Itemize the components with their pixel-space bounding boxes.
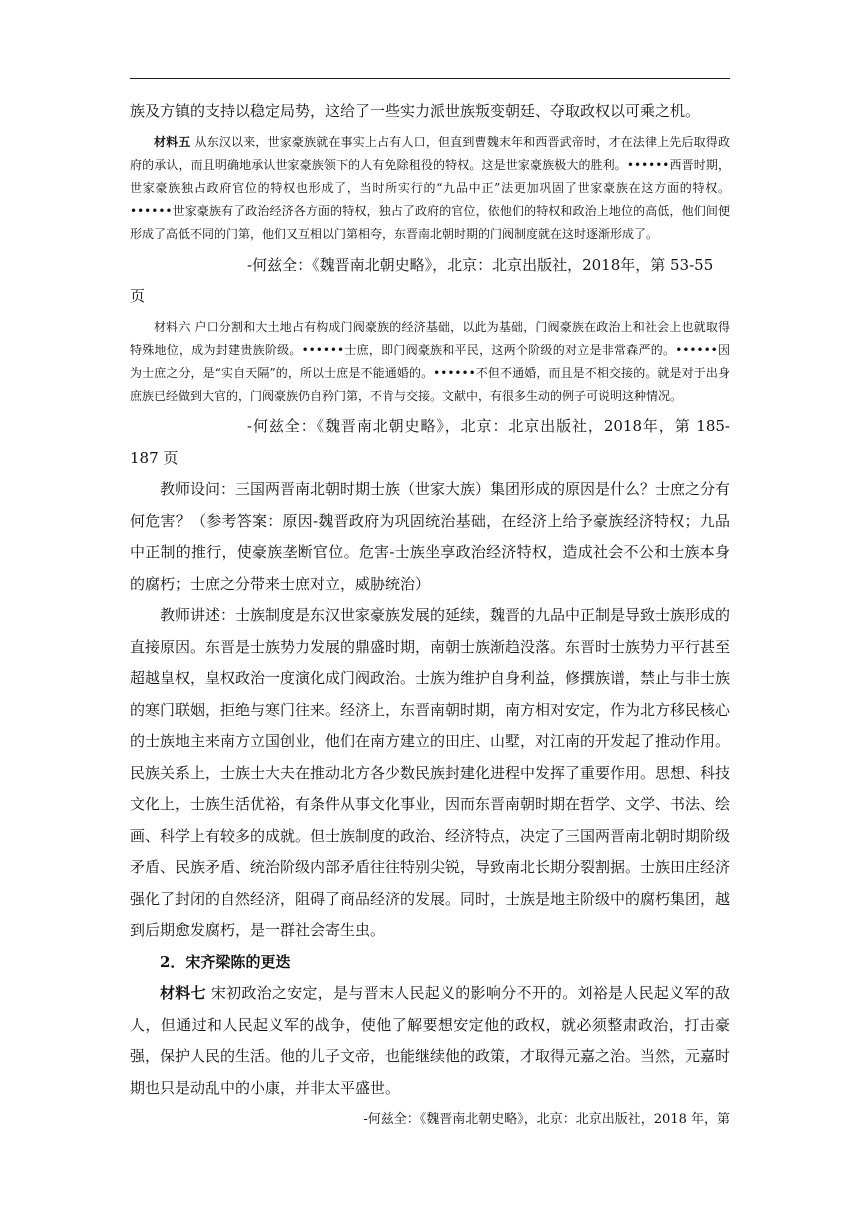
paragraph-continuation: 族及方镇的支持以稳定局势，这给了一些实力派世族叛变朝廷、夺取政权以可乘之机。 <box>130 102 701 120</box>
material-five <box>130 131 730 247</box>
citation-three: -何兹全：《魏晋南北朝史略》，北京：北京出版社，2018 年，第 <box>363 1112 730 1128</box>
material-seven-text: 宋初政治之安定，是与晋末人民起义的影响分不开的。刘裕是人民起义军的敌人，但通过和人民起义军的战争，使他了解要想安定他的政权，就必须整肃政治，打击豪强，保护人民的生活。他的儿子文帝，也能继续他的政策，才取得元嘉之治。当然，元嘉时期也只是动乱中的小康，并非太平盛世。 <box>130 984 731 1097</box>
section-heading: 2．宋齐梁陈的更迭 <box>160 952 291 971</box>
citation-one: -何兹全：《魏晋南北朝史略》，北京：北京出版社，2018年，第 53-55 页 <box>130 255 714 306</box>
material-six: 材料六 户口分割和大土地占有构成门阀豪族的经济基础，以此为基础，门阀豪族在政治上和社会上也就取得特殊地位，成为封建贵族阶级。••••••士庶，即门阀豪族和平民，这两个阶级的对立是非常森严的。••••••因为士庶之分，是“实自天隔”的，所以士庶是不能通婚的。••••••不但不通婚，而且是不相交接的。就是对于出身庶族已经做到大官的，门阀豪族仍自矜门第，不肯与交接。文献中，有很多生动的例子可说明这种情况。 <box>130 319 730 404</box>
document-body <box>130 96 730 1132</box>
material-five-text: 从东汉以来，世家豪族就在事实上占有人口，但直到曹魏末年和西晋武帝时，才在法律上先后取得政府的承认，而且明确地承认世家豪族领下的人有免除租役的特权。这是世家豪族极大的胜利。••••••西晋时期，世家豪族独占政府官位的特权也形成了，当时所实行的“九品中正”法更加巩固了世家豪族在这方面的特权。••••••世家豪族有了政治经济各方面的特权，独占了政府的官位，依他们的特权和政治上地位的高低，他们间便形成了高低不同的门第，他们又互相以门第相夸，东晋南北朝时期的门阀制度就在这时逐渐形成了。 <box>130 134 730 242</box>
material-five-label: 材料五 <box>154 134 191 149</box>
header-rule <box>130 78 730 79</box>
citation-two: -何兹全：《魏晋南北朝史略》，北京：北京出版社，2018年，第 185-187 页 <box>130 417 730 467</box>
teacher-lecture: 教师讲述：士族制度是东汉世家豪族发展的延续，魏晋的九品中正制是导致士族形成的直接原因。东晋是士族势力发展的鼎盛时期，南朝士族渐趋没落。东晋时士族势力平行甚至超越皇权，皇权政治一度演化成门阀政治。士族为维护自身利益，修撰族谱，禁止与非士族的寒门联姻，拒绝与寒门往来。经济上，东晋南朝时期，南方相对安定，作为北方移民核心的士族地主来南方立国创业，他们在南方建立的田庄、山墅，对江南的开发起了推动作用。民族关系上，士族士大夫在推动北方各少数民族封建化进程中发挥了重要作用。思想、科技文化上，士族生活优裕，有条件从事文化事业，因而东晋南朝时期在哲学、文学、书法、绘画、科学上有较多的成就。但士族制度的政治、经济特点，决定了三国两晋南北朝时期阶级矛盾、民族矛盾、统治阶级内部矛盾往往特别尖锐，导致南北长期分裂割据。士族田庄经济强化了封闭的自然经济，阻碍了商品经济的发展。同时，士族是地主阶级中的腐朽集团，越到后期愈发腐朽，是一群社会寄生虫。 <box>130 606 731 940</box>
material-seven <box>130 978 730 1104</box>
material-seven-label: 材料七 <box>160 984 206 1003</box>
teacher-question: 教师设问：三国两晋南北朝时期士族（世家大族）集团形成的原因是什么？士庶之分有何危害？（参考答案：原因-魏晋政府为巩固统治基础，在经济上给予豪族经济特权；九品中正制的推行，使豪族垄断官位。危害-士族坐享政治经济特权，造成社会不公和士族本身的腐朽；士庶之分带来士庶对立，威胁统治） <box>130 480 731 593</box>
